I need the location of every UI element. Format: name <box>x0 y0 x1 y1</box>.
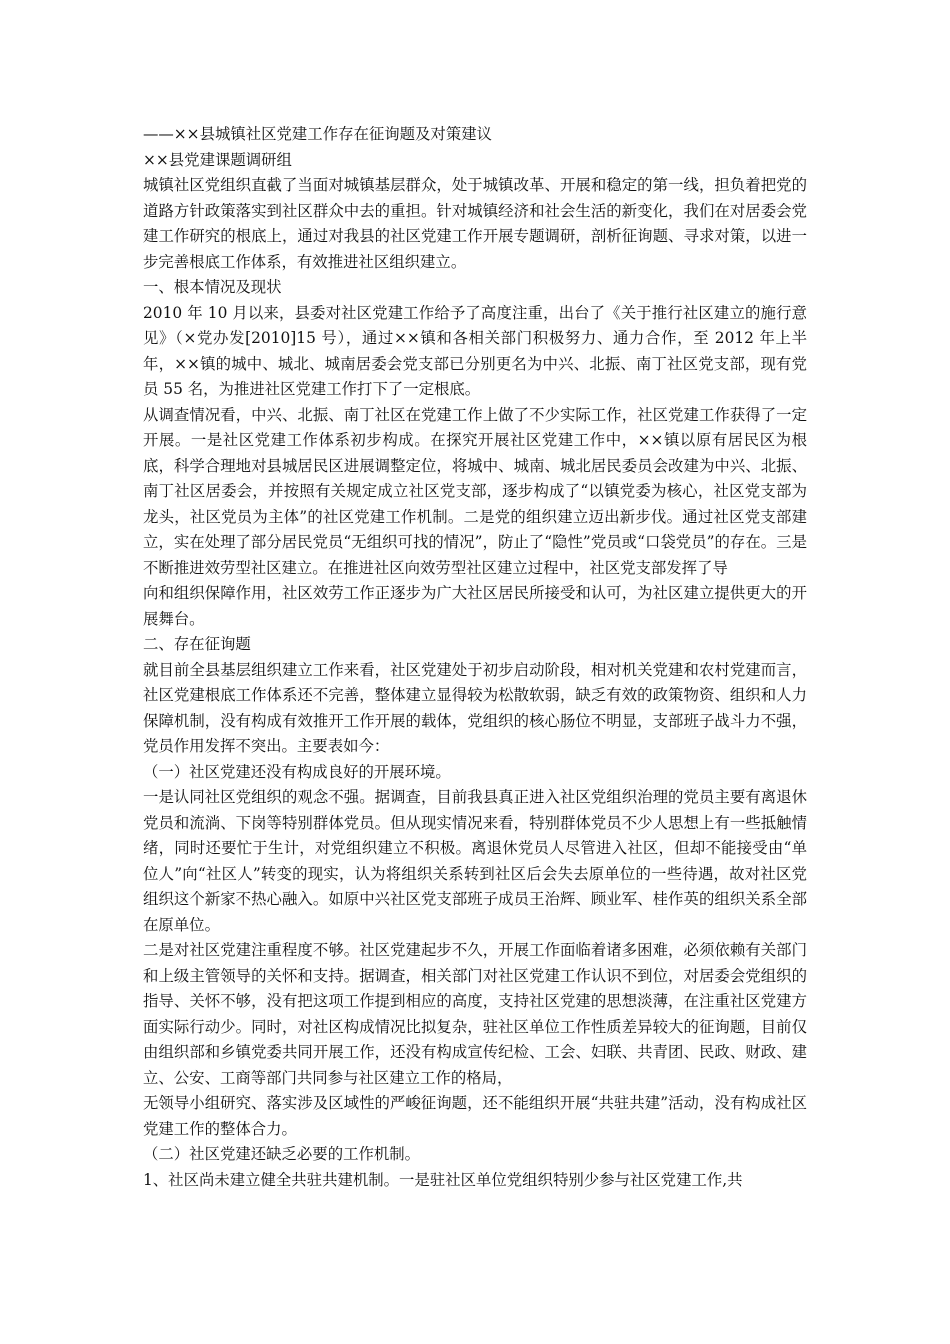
subsection-heading-1: （一）社区党建还没有构成良好的开展环境。 <box>143 762 451 781</box>
paragraph: 一是认同社区党组织的观念不强。据调查，目前我县真正进入社区党组织治理的党员主要有离退休党员和流淌、下岗等特别群体党员。但从现实情况来看，特别群体党员不少人思想上有一些抵触情绪，同时还要忙于生计，对党组织建立不积极。离退休党员人尽管进入社区，但却不能接受由“单位人”向“社区人”转变的现实，认为将组织关系转到社区后会失去原单位的一些待遇，故对社区党组织这个新家不热心融入。如原中兴社区党支部班子成员王治辉、顾业军、桂作英的组织关系全部在原单位。 <box>143 788 807 934</box>
section-heading-2: 二、存在征询题 <box>143 635 251 653</box>
paragraph: 二是对社区党建注重程度不够。社区党建起步不久，开展工作面临着诸多困难，必须依赖有关部门和上级主管领导的关怀和支持。据调查，相关部门对社区党建工作认识不到位，对居委会党组织的指导、关怀不够，没有把这项工作提到相应的高度，支持社区党建的思想淡薄，在注重社区党建方面实际行动少。同时，对社区构成情况比拟复杂，驻社区单位工作性质差异较大的征询题，目前仅由组织部和乡镇党委共同开展工作，还没有构成宣传纪检、工会、妇联、共青团、民政、财政、建立、公安、工商等部门共同参与社区建立工作的格局， <box>143 941 807 1087</box>
document-page <box>143 122 807 1193</box>
subsection-heading-2: （二）社区党建还缺乏必要的工作机制。 <box>143 1145 421 1163</box>
paragraph: 从调查情况看，中兴、北振、南丁社区在党建工作上做了不少实际工作，社区党建工作获得了一定开展。一是社区党建工作体系初步构成。在探究开展社区党建工作中，××镇以原有居民区为根底，科学合理地对县城居民区进展调整定位，将城中、城南、城北居民委员会改建为中兴、北振、南丁社区居委会，并按照有关规定成立社区党支部，逐步构成了“以镇党委为核心，社区党支部为龙头，社区党员为主体”的社区党建工作机制。二是党的组织建立迈出新步伐。通过社区党支部建立，实在处理了部分居民党员“无组织可找的情况”，防止了“隐性”党员或“口袋党员”的存在。三是不断推进效劳型社区建立。在推进社区向效劳型社区建立过程中，社区党支部发挥了导 <box>143 405 807 577</box>
paragraph: 就目前全县基层组织建立工作来看，社区党建处于初步启动阶段，相对机关党建和农村党建而言，社区党建根底工作体系还不完善，整体建立显得较为松散软弱，缺乏有效的政策物资、组织和人力保障机制，没有构成有效推开工作开展的载体，党组织的核心肠位不明显，支部班子战斗力不强，党员作用发挥不突出。主要表如今： <box>143 660 807 755</box>
document-author: ××县党建课题调研组 <box>143 150 292 169</box>
paragraph: 1、社区尚未建立健全共驻共建机制。一是驻社区单位党组织特别少参与社区党建工作,共 <box>143 1170 743 1189</box>
paragraph-intro: 城镇社区党组织直截了当面对城镇基层群众，处于城镇改革、开展和稳定的第一线，担负着把党的道路方针政策落实到社区群众中去的重担。针对城镇经济和社会生活的新变化，我们在对居委会党建工作研究的根底上，通过对我县的社区党建工作开展专题调研，剖析征询题、寻求对策，以进一步完善根底工作体系，有效推进社区组织建立。 <box>143 176 807 271</box>
section-heading-1: 一、根本情况及现状 <box>143 278 282 296</box>
paragraph: 向和组织保障作用，社区效劳工作正逐步为广大社区居民所接受和认可，为社区建立提供更大的开展舞台。 <box>143 584 807 628</box>
paragraph: 2010 年 10 月以来，县委对社区党建工作给予了高度注重，出台了《关于推行社区建立的施行意见》（×党办发[2010]15 号），通过××镇和各相关部门积极努力、通力合作，至 2012 年上半年，××镇的城中、城北、城南居委会党支部已分别更名为中兴、北振、南丁社区党支部，现有党员 55 名，为推进社区党建工作打下了一定根底。 <box>143 303 807 398</box>
document-subtitle: ——××县城镇社区党建工作存在征询题及对策建议 <box>143 125 492 143</box>
paragraph: 无领导小组研究、落实涉及区域性的严峻征询题，还不能组织开展“共驻共建”活动，没有构成社区党建工作的整体合力。 <box>143 1094 807 1138</box>
